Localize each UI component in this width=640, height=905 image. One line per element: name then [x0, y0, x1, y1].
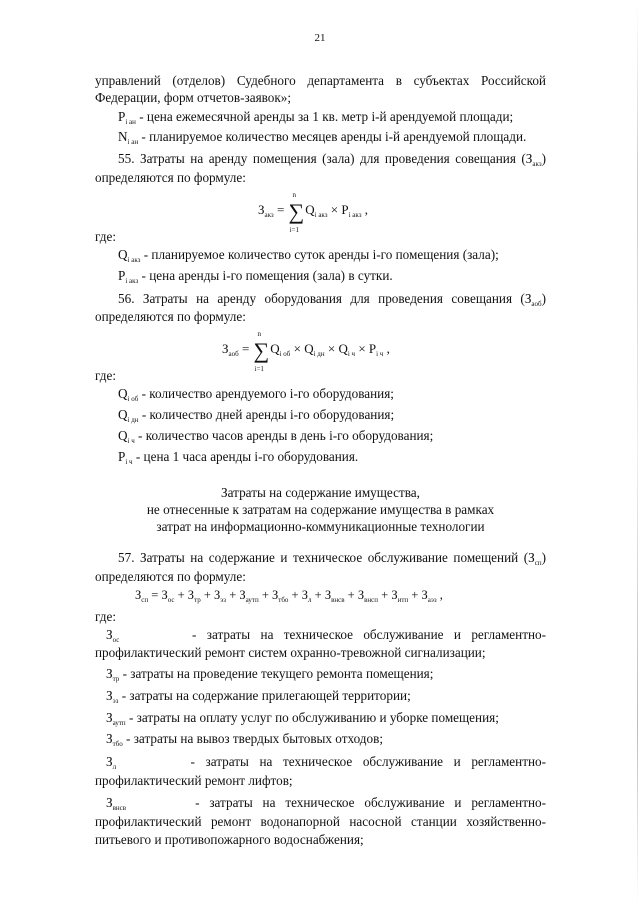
formula-term — [358, 588, 378, 602]
term-subscript: эз — [220, 596, 227, 604]
page-number: 21 — [314, 32, 326, 44]
subscript: i ан — [127, 138, 139, 146]
definition-z-ez: $З_{эз}$ - затраты на содержание прилегающей территории; — [106, 688, 411, 705]
section-heading-line-1: Затраты на содержание имущества, — [221, 485, 420, 500]
definition-z-os-line-1: $З_{ос}$ - затраты на техническое обслуживание и регламентно- — [106, 627, 547, 644]
sum-operator: ∑ n i=1 — [288, 191, 305, 234]
symbol: N — [118, 129, 128, 144]
section-heading-line-3: затрат на информационно-коммуникационные технологии — [156, 519, 485, 534]
term-subscript: аэз — [427, 596, 437, 604]
formula-term — [239, 588, 258, 602]
term-symbol: З — [421, 588, 428, 602]
definition-p-ian — [118, 109, 513, 125]
definition-z-os-line-2: профилактический ремонт систем охранно-тревожной сигнализации; — [95, 645, 486, 660]
definition-z-autp: $З_{аутп}$ - затраты на оплату услуг по обслуживанию и уборке помещения; — [106, 710, 499, 727]
item-57-line-1: 57. Затраты на содержание и техническое обслуживание помещений $(З_{сп})$ — [118, 550, 546, 567]
symbol: P — [118, 109, 126, 124]
item-56-line-1: 56. Затраты на аренду оборудования для проведения совещания $(З_{аоб})$ — [118, 291, 546, 308]
term-symbol: З — [301, 588, 308, 602]
term-subscript: итп — [397, 596, 409, 604]
item-57-line-2: определяются по формуле: — [95, 569, 246, 584]
subscript: i ан — [125, 118, 136, 126]
plus-sign: + — [174, 588, 188, 602]
definition-z-tr: $З_{тр}$ - затраты на проведение текущего ремонта помещения; — [106, 666, 434, 683]
formula-term — [391, 588, 408, 602]
plus-sign: + — [408, 588, 422, 602]
intro-line-1: управлений (отделов) Судебного департамента в субъектах Российской — [95, 73, 546, 88]
definition-q-ich: $Q_{i ч}$ - количество часов аренды в день i-го оборудования; — [118, 428, 434, 445]
term-subscript: внсв — [331, 596, 345, 604]
term-symbol: З — [161, 588, 168, 602]
plus-sign: + — [288, 588, 302, 602]
formula-term — [325, 588, 345, 602]
term-subscript: тр — [194, 596, 201, 604]
plus-sign: + — [258, 588, 273, 602]
item-56-line-2: определяются по формуле: — [95, 309, 246, 324]
plus-sign: + — [311, 588, 325, 602]
term-symbol: З — [214, 588, 221, 602]
formula-57-terms — [161, 588, 436, 602]
definition-text: - цена ежемесячной аренды за 1 кв. метр i-й арендуемой площади; — [135, 109, 514, 124]
definition-p-ich: $P_{i ч}$ - цена 1 часа аренды i-го оборудования. — [118, 449, 359, 466]
definition-p-iakz: $P_{i акз}$ - цена аренды i-го помещения (зала) в сутки. — [118, 268, 393, 285]
definition-z-tbo: $З_{тбо}$ - затраты на вывоз твердых бытовых отходов; — [106, 731, 383, 748]
where-label-3: где: — [95, 609, 116, 624]
item-55-line-2: определяются по формуле: — [95, 170, 246, 185]
scan-edge — [637, 0, 638, 905]
section-heading — [95, 484, 546, 535]
formula-term — [421, 588, 436, 602]
term-symbol: З — [187, 588, 195, 602]
formula-57: $З_{сп} = З_{ос} + З_{тр} + З_{эз} + З_{аутп} + З_{тбо} + З_л + З_{внсв} + З_{внсп} + З_{итп} + З_{аэз}$ , — [135, 588, 443, 604]
formula-55: $З_{акз}$ = ∑ n i=1 $Q_{i акз} \times P_{i акз}$ , — [258, 191, 368, 234]
formula-term — [188, 588, 201, 602]
where-label-1: где: — [95, 229, 116, 244]
definition-z-vnsv-line-1: $З_{внсв}$ - затраты на техническое обслуживание и регламентно- — [106, 795, 546, 812]
term-subscript: внсп — [364, 596, 379, 604]
term-symbol: З — [357, 588, 365, 602]
term-symbol: З — [324, 588, 332, 602]
term-subscript: ос — [167, 596, 175, 604]
formula-term — [302, 588, 312, 602]
term-symbol: З — [272, 588, 279, 602]
formula-term — [272, 588, 288, 602]
definition-z-vnsv-line-3: питьевого и противопожарного водоснабжения; — [95, 832, 364, 847]
definition-n-ian — [118, 129, 526, 145]
term-subscript: тбо — [278, 596, 289, 604]
definition-q-idn: $Q_{i дн}$ - количество дней аренды i-го оборудования; — [118, 407, 395, 424]
term-subscript: л — [308, 596, 312, 604]
definition-z-l-line-2: профилактический ремонт лифтов; — [95, 773, 293, 788]
where-label-2: где: — [95, 368, 116, 383]
plus-sign: + — [344, 588, 358, 602]
section-heading-line-2: не отнесенные к затратам на содержание имущества в рамках — [146, 502, 495, 517]
definition-text: - планируемое количество месяцев аренды i-й арендуемой площади. — [138, 129, 527, 144]
definition-q-iakz: $Q_{i акз}$ - планируемое количество суток аренды i-го помещения (зала); — [118, 247, 499, 264]
plus-sign: + — [226, 588, 240, 602]
formula-56: $З_{аоб}$ = ∑ n i=1 $Q_{i об} \times Q_{i дн} \times Q_{i ч} \times P_{i ч}$ , — [222, 330, 390, 373]
term-symbol: З — [239, 588, 246, 602]
item-55-line-1: 55. Затраты на аренду помещения (зала) для проведения совещания $(З_{акз})$ — [118, 151, 546, 168]
plus-sign: + — [378, 588, 392, 602]
plus-sign: + — [200, 588, 215, 602]
term-symbol: З — [391, 588, 398, 602]
definition-q-iob: $Q_{i об}$ - количество арендуемого i-го оборудования; — [118, 386, 394, 403]
term-subscript: аутп — [245, 596, 259, 604]
intro-line-2: Федерации, форм отчетов-заявок»; — [95, 90, 292, 105]
definition-z-vnsv-line-2: профилактический ремонт водонапорной насосной станции хозяйственно- — [95, 814, 546, 829]
sum-operator: ∑ n i=1 — [253, 330, 270, 373]
formula-term — [161, 588, 174, 602]
formula-term — [214, 588, 226, 602]
definition-z-l-line-1: $З_л$ - затраты на техническое обслуживание и регламентно- — [106, 754, 547, 771]
